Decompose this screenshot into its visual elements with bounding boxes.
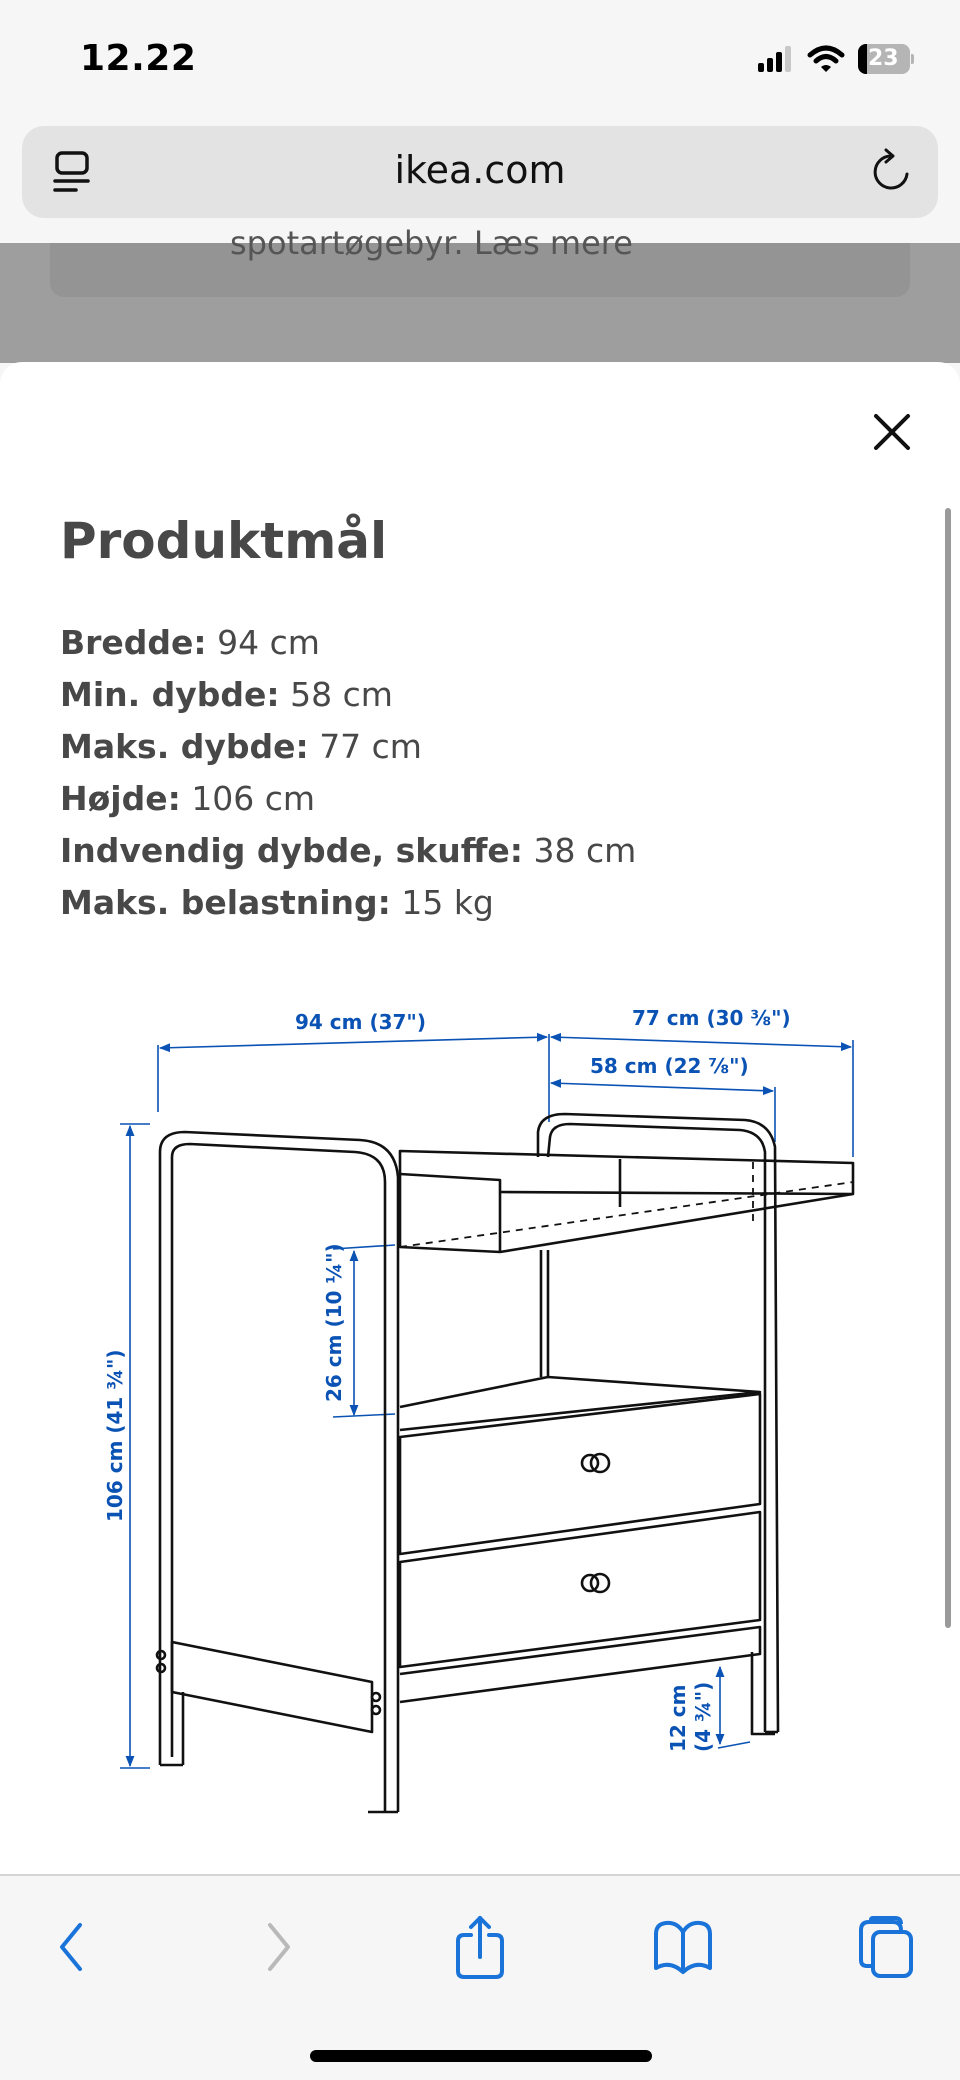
- height-dimension-label: 106 cm (41 ¾"): [103, 1349, 127, 1522]
- url-text[interactable]: ikea.com: [394, 148, 566, 192]
- share-button[interactable]: [445, 1912, 515, 1982]
- back-button[interactable]: [36, 1912, 106, 1982]
- background-card: [50, 224, 910, 297]
- home-indicator[interactable]: [310, 2050, 652, 2062]
- wifi-icon: [808, 45, 844, 73]
- spec-max-depth: Maks. dybde: 77 cm: [60, 727, 422, 766]
- spec-max-load: Maks. belastning: 15 kg: [60, 883, 494, 922]
- battery-level: 23: [868, 46, 899, 71]
- spec-drawer-depth: Indvendig dybde, skuffe: 38 cm: [60, 831, 637, 870]
- spec-height: Højde: 106 cm: [60, 779, 316, 818]
- floor-clearance-in-label: (4 ¾"): [691, 1681, 715, 1752]
- signal-icon: [758, 46, 794, 72]
- spec-min-depth: Min. dybde: 58 cm: [60, 675, 393, 714]
- min-depth-dimension-label: 58 cm (22 ⅞"): [590, 1054, 749, 1078]
- floor-clearance-cm-label: 12 cm: [666, 1684, 690, 1752]
- bookmarks-icon: [652, 1920, 714, 1974]
- address-bar[interactable]: [22, 126, 938, 218]
- battery-icon: [858, 44, 914, 74]
- page-title: Produktmål: [60, 512, 388, 570]
- dimension-diagram: [0, 362, 960, 1874]
- share-icon: [454, 1915, 506, 1979]
- status-time: 12.22: [80, 38, 197, 79]
- changing-table-drawing: [157, 1114, 853, 1812]
- shelf-gap-dimension-label: 26 cm (10 ¼"): [322, 1243, 346, 1402]
- status-bar: [0, 0, 960, 120]
- browser-toolbar: [0, 1874, 960, 2080]
- status-icons: [758, 44, 914, 74]
- tabs-button[interactable]: [851, 1912, 921, 1982]
- product-dimensions-sheet: [0, 362, 960, 1874]
- background-text: spotartøgebyr. Læs mere: [230, 224, 633, 262]
- tabs-icon: [857, 1916, 915, 1978]
- back-icon: [56, 1921, 86, 1973]
- bookmarks-button[interactable]: [648, 1912, 718, 1982]
- reload-icon[interactable]: [870, 148, 912, 194]
- forward-icon: [264, 1921, 294, 1973]
- max-depth-dimension-label: 77 cm (30 ⅜"): [632, 1006, 791, 1030]
- forward-button[interactable]: [244, 1912, 314, 1982]
- width-dimension-label: 94 cm (37"): [295, 1010, 426, 1034]
- page-backdrop[interactable]: [0, 224, 960, 363]
- spec-width: Bredde: 94 cm: [60, 623, 320, 662]
